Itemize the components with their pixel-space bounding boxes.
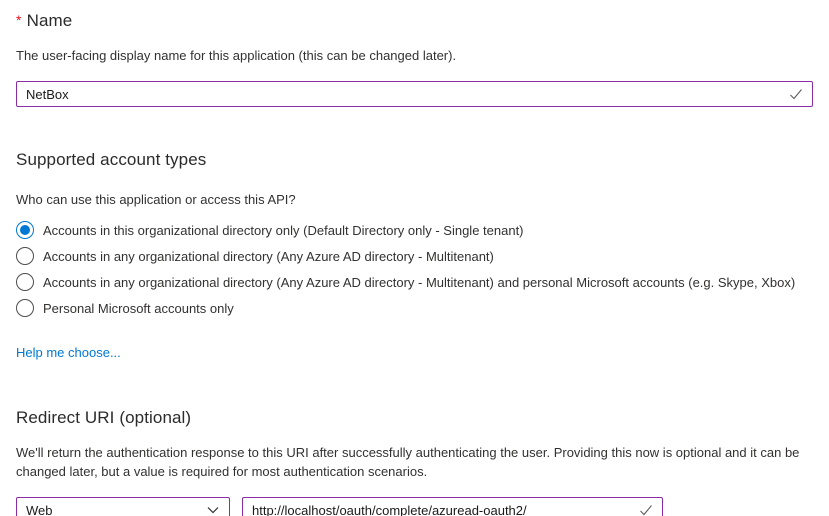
radio-label: Accounts in this organizational directory only (Default Directory only - Single tenant) — [43, 222, 524, 238]
platform-select-dropdown[interactable] — [16, 497, 230, 516]
radio-multitenant[interactable] — [16, 243, 813, 269]
radio-button-icon[interactable] — [16, 273, 34, 291]
account-types-radio-group — [16, 217, 813, 321]
valid-checkmark-icon — [788, 86, 804, 102]
account-types-title: Supported account types — [16, 150, 207, 169]
radio-label: Personal Microsoft accounts only — [43, 300, 234, 316]
platform-selected-value: Web — [26, 502, 53, 516]
redirect-uri-input[interactable] — [243, 498, 662, 516]
redirect-uri-row — [16, 497, 813, 516]
radio-multitenant-personal[interactable] — [16, 269, 813, 295]
name-section-title — [16, 11, 813, 31]
redirect-uri-input-container — [242, 497, 663, 516]
name-input[interactable] — [17, 82, 812, 106]
redirect-uri-description: We'll return the authentication response to this URI after successfully authenticating the user. Providing this now is optional and it can be changed later, but a value is required for most authentication scenarios. — [16, 445, 800, 479]
name-description: The user-facing display name for this application (this can be changed later). — [16, 48, 457, 63]
radio-personal-only[interactable] — [16, 295, 813, 321]
radio-button-icon[interactable] — [16, 299, 34, 317]
name-label: Name — [26, 11, 73, 30]
valid-checkmark-icon — [638, 502, 654, 516]
radio-button-icon[interactable] — [16, 221, 34, 239]
required-asterisk: * — [16, 12, 22, 28]
radio-button-icon[interactable] — [16, 247, 34, 265]
radio-label: Accounts in any organizational directory (Any Azure AD directory - Multitenant) — [43, 248, 494, 264]
name-input-container — [16, 81, 813, 107]
help-me-choose-link[interactable]: Help me choose... — [16, 345, 121, 360]
chevron-down-icon — [206, 503, 220, 516]
redirect-uri-title: Redirect URI (optional) — [16, 408, 192, 427]
radio-single-tenant[interactable] — [16, 217, 813, 243]
account-types-question: Who can use this application or access this API? — [16, 192, 296, 207]
radio-label: Accounts in any organizational directory (Any Azure AD directory - Multitenant) and personal Microsoft accounts (e.g. Skype, Xbox) — [43, 274, 796, 290]
